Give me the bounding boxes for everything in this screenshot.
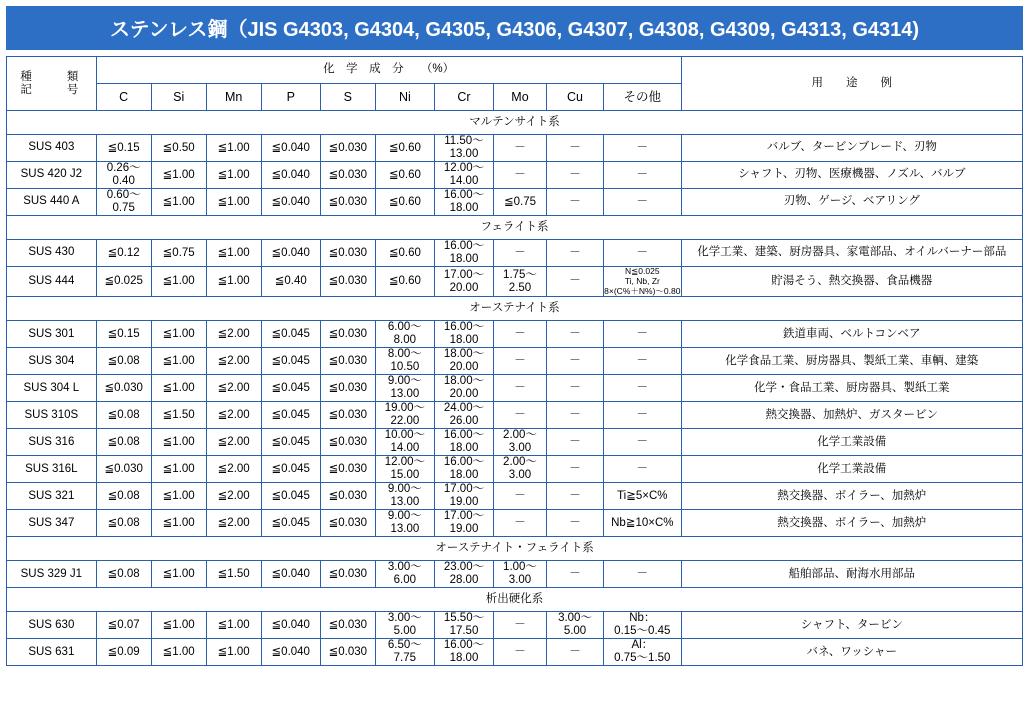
composition-cell: 2.00～ 3.00 [494,456,547,483]
composition-cell: ≦0.60 [375,267,434,297]
use-cell: バルブ、タービンブレード、刃物 [681,135,1022,162]
composition-cell: 0.26～ 0.40 [96,162,151,189]
header-element-mo: Mo [494,84,547,111]
composition-cell: 0.60～ 0.75 [96,189,151,216]
grade-cell: SUS 304 [7,348,97,375]
grade-cell: SUS 316 [7,429,97,456]
grade-cell: SUS 630 [7,612,97,639]
composition-cell: － [494,639,547,666]
composition-cell: ≦0.030 [320,240,375,267]
table-row[interactable] [7,510,1023,537]
composition-cell: － [604,189,682,216]
composition-cell: ≦0.045 [261,456,320,483]
header-element-cu: Cu [546,84,603,111]
grade-cell: SUS 430 [7,240,97,267]
section-title: 析出硬化系 [7,588,1023,612]
grade-cell: SUS 420 J2 [7,162,97,189]
composition-cell: ≦0.08 [96,510,151,537]
section-row [7,111,1023,135]
grade-cell: SUS 310S [7,402,97,429]
section-title: オーステナイト・フェライト系 [7,537,1023,561]
composition-cell: ≦0.15 [96,321,151,348]
composition-cell: Nb： 0.15～0.45 [604,612,682,639]
composition-cell: ≦0.030 [320,510,375,537]
section-row [7,297,1023,321]
composition-cell: － [494,375,547,402]
composition-cell: ≦1.00 [151,267,206,297]
use-cell: バネ、ワッシャー [681,639,1022,666]
composition-cell: － [546,429,603,456]
section-title: オーステナイト系 [7,297,1023,321]
composition-cell: ≦0.08 [96,561,151,588]
composition-cell: － [494,162,547,189]
composition-cell: ≦2.00 [206,429,261,456]
composition-cell: － [546,456,603,483]
composition-cell: － [546,162,603,189]
use-cell: 船舶部品、耐海水用部品 [681,561,1022,588]
composition-cell: 17.00～ 20.00 [434,267,493,297]
table-row[interactable] [7,402,1023,429]
composition-cell: ≦0.040 [261,612,320,639]
composition-cell: Al： 0.75～1.50 [604,639,682,666]
header-use-example: 用 途 例 [681,57,1022,111]
composition-cell: ≦0.030 [320,375,375,402]
composition-cell: － [494,135,547,162]
grade-cell: SUS 631 [7,639,97,666]
composition-cell: ≦0.025 [96,267,151,297]
use-cell: 熱交換器、加熱炉、ガスタービン [681,402,1022,429]
table-row[interactable] [7,612,1023,639]
use-cell: 化学・食品工業、厨房器具、製紙工業 [681,375,1022,402]
section-title: マルテンサイト系 [7,111,1023,135]
table-row[interactable] [7,483,1023,510]
composition-cell: 3.00～ 5.00 [546,612,603,639]
use-cell: 化学工業設備 [681,456,1022,483]
composition-cell: － [546,267,603,297]
header-element-c: C [96,84,151,111]
table-row[interactable] [7,561,1023,588]
table-row[interactable] [7,240,1023,267]
section-row [7,537,1023,561]
header-composition: 化 学 成 分 （%） [96,57,681,84]
header-element-ni: Ni [375,84,434,111]
composition-cell: 1.75～ 2.50 [494,267,547,297]
composition-cell: ≦0.040 [261,189,320,216]
grade-cell: SUS 440 A [7,189,97,216]
composition-cell: ≦1.00 [206,162,261,189]
composition-cell: － [546,189,603,216]
use-cell: 化学工業、建築、厨房器具、家電部品、オイルバーナー部品 [681,240,1022,267]
table-body [7,111,1023,666]
composition-cell: ≦0.045 [261,348,320,375]
use-cell: 貯湯そう、熱交換器、食品機器 [681,267,1022,297]
composition-cell: ≦0.045 [261,402,320,429]
use-cell: 化学工業設備 [681,429,1022,456]
composition-cell: － [604,348,682,375]
composition-cell: － [604,135,682,162]
composition-cell: ≦0.030 [320,135,375,162]
composition-cell: － [604,321,682,348]
composition-cell: 18.00～ 20.00 [434,375,493,402]
grade-cell: SUS 301 [7,321,97,348]
table-row[interactable] [7,429,1023,456]
header-element-si: Si [151,84,206,111]
composition-cell: ≦0.030 [320,429,375,456]
composition-cell: ≦0.60 [375,135,434,162]
composition-cell: ≦1.50 [151,402,206,429]
composition-cell: ≦0.040 [261,240,320,267]
composition-cell: ≦0.08 [96,483,151,510]
composition-cell: 12.00～ 15.00 [375,456,434,483]
composition-cell: Ti≧5×C% [604,483,682,510]
composition-cell: ≦1.50 [206,561,261,588]
use-cell: シャフト、タービン [681,612,1022,639]
header-element-s: S [320,84,375,111]
composition-cell: ≦2.00 [206,456,261,483]
composition-cell: － [546,561,603,588]
composition-cell: ≦1.00 [151,456,206,483]
composition-cell: － [546,483,603,510]
table-row[interactable] [7,321,1023,348]
composition-cell: － [494,402,547,429]
composition-cell: 16.00～ 18.00 [434,429,493,456]
composition-cell: ≦0.030 [320,639,375,666]
grade-cell: SUS 321 [7,483,97,510]
table-header [7,57,1023,111]
header-kind: 種 類 記 号 [7,57,97,111]
use-cell: シャフト、刃物、医療機器、ノズル、バルブ [681,162,1022,189]
composition-cell: ≦0.030 [320,348,375,375]
use-cell: 鉄道車両、ベルトコンベア [681,321,1022,348]
composition-cell: 16.00～ 18.00 [434,240,493,267]
composition-cell: ≦1.00 [151,510,206,537]
composition-cell: ≦0.045 [261,483,320,510]
composition-cell: ≦0.045 [261,321,320,348]
composition-cell: ≦2.00 [206,483,261,510]
composition-cell: 8.00～ 10.50 [375,348,434,375]
composition-cell: － [546,348,603,375]
composition-cell: ≦0.045 [261,375,320,402]
composition-cell: ≦1.00 [151,561,206,588]
composition-cell: － [546,321,603,348]
composition-cell: ≦1.00 [206,240,261,267]
composition-cell: － [604,240,682,267]
composition-cell: － [604,429,682,456]
composition-cell: 6.00～ 8.00 [375,321,434,348]
composition-cell: 16.00～ 18.00 [434,456,493,483]
composition-cell: － [546,375,603,402]
composition-cell: ≦0.040 [261,162,320,189]
composition-cell: ≦0.030 [320,402,375,429]
use-cell: 熱交換器、ボイラー、加熱炉 [681,483,1022,510]
composition-cell: － [494,612,547,639]
header-element-p: P [261,84,320,111]
composition-cell: ≦2.00 [206,321,261,348]
composition-cell: ≦0.15 [96,135,151,162]
composition-cell: ≦0.75 [494,189,547,216]
composition-cell: 11.50～ 13.00 [434,135,493,162]
composition-cell: ≦0.60 [375,189,434,216]
composition-cell: ≦1.00 [151,348,206,375]
composition-cell: 10.00～ 14.00 [375,429,434,456]
composition-cell: 16.00～ 18.00 [434,321,493,348]
use-cell: 熱交換器、ボイラー、加熱炉 [681,510,1022,537]
composition-cell: ≦0.12 [96,240,151,267]
composition-cell: ≦1.00 [151,162,206,189]
composition-cell: － [604,162,682,189]
grade-cell: SUS 329 J1 [7,561,97,588]
composition-cell: ≦0.030 [96,456,151,483]
composition-cell: ≦0.40 [261,267,320,297]
section-row [7,216,1023,240]
steel-composition-table [6,56,1023,666]
header-element-mn: Mn [206,84,261,111]
composition-cell: 1.00～ 3.00 [494,561,547,588]
composition-cell: ≦0.08 [96,402,151,429]
composition-cell: ≦0.030 [320,162,375,189]
composition-cell: ≦2.00 [206,402,261,429]
composition-cell: ≦1.00 [151,189,206,216]
composition-cell: ≦0.030 [320,189,375,216]
section-title: フェライト系 [7,216,1023,240]
composition-cell: 9.00～ 13.00 [375,483,434,510]
composition-cell: 17.00～ 19.00 [434,483,493,510]
composition-cell: ≦0.045 [261,510,320,537]
table-row[interactable] [7,189,1023,216]
composition-cell: ≦0.045 [261,429,320,456]
table-row[interactable] [7,162,1023,189]
composition-cell: － [546,402,603,429]
composition-cell: ≦1.00 [206,612,261,639]
composition-cell: － [604,375,682,402]
use-cell: 刃物、ゲージ、ベアリング [681,189,1022,216]
table-row[interactable] [7,456,1023,483]
composition-cell: ≦0.030 [320,321,375,348]
composition-cell: － [604,402,682,429]
composition-cell: － [494,240,547,267]
composition-cell: 3.00～ 6.00 [375,561,434,588]
composition-cell: ≦1.00 [151,483,206,510]
composition-cell: － [546,135,603,162]
composition-cell: ≦0.75 [151,240,206,267]
composition-cell: ≦1.00 [151,612,206,639]
composition-cell: － [604,561,682,588]
composition-cell: 16.00～ 18.00 [434,639,493,666]
composition-cell: ≦0.030 [320,612,375,639]
section-row [7,588,1023,612]
composition-cell: ≦1.00 [206,267,261,297]
grade-cell: SUS 444 [7,267,97,297]
composition-cell: ≦1.00 [206,135,261,162]
composition-cell: 6.50～ 7.75 [375,639,434,666]
composition-cell: 2.00～ 3.00 [494,429,547,456]
composition-cell: 18.00～ 20.00 [434,348,493,375]
composition-cell: ≦0.60 [375,240,434,267]
composition-cell: ≦2.00 [206,348,261,375]
grade-cell: SUS 316L [7,456,97,483]
composition-cell: ≦0.030 [96,375,151,402]
composition-cell: 9.00～ 13.00 [375,375,434,402]
header-element-cr: Cr [434,84,493,111]
composition-cell: － [546,510,603,537]
grade-cell: SUS 347 [7,510,97,537]
grade-cell: SUS 403 [7,135,97,162]
composition-cell: ≦1.00 [151,321,206,348]
composition-cell: ≦2.00 [206,510,261,537]
composition-cell: 9.00～ 13.00 [375,510,434,537]
composition-cell: 23.00～ 28.00 [434,561,493,588]
header-element-other: その他 [604,84,682,111]
composition-cell: ≦0.040 [261,639,320,666]
composition-cell: Nb≧10×C% [604,510,682,537]
composition-cell: ≦0.040 [261,561,320,588]
composition-cell: ≦0.60 [375,162,434,189]
composition-cell: ≦1.00 [151,429,206,456]
table-row[interactable] [7,639,1023,666]
composition-cell: ≦2.00 [206,375,261,402]
composition-cell: ≦0.50 [151,135,206,162]
table-row[interactable] [7,348,1023,375]
composition-cell: 24.00～ 26.00 [434,402,493,429]
use-cell: 化学食品工業、厨房器具、製紙工業、車輌、建築 [681,348,1022,375]
table-row[interactable] [7,375,1023,402]
composition-cell: N≦0.025 Ti, Nb, Zr 8×(C%＋N%)～0.80 [604,266,681,296]
composition-cell: ≦0.08 [96,429,151,456]
composition-cell: ≦0.040 [261,135,320,162]
composition-cell: ≦0.030 [320,483,375,510]
page-title: ステンレス鋼（JIS G4303, G4304, G4305, G4306, G4307, G4308, G4309, G4313, G4314) [6,6,1023,50]
composition-cell: ≦0.030 [320,561,375,588]
composition-cell: － [494,348,547,375]
composition-cell: 17.00～ 19.00 [434,510,493,537]
composition-cell: ≦0.08 [96,348,151,375]
composition-cell: 3.00～ 5.00 [375,612,434,639]
grade-cell: SUS 304 L [7,375,97,402]
table-row[interactable] [7,135,1023,162]
composition-cell: － [604,456,682,483]
composition-cell: ≦0.030 [320,456,375,483]
composition-cell: ≦1.00 [151,375,206,402]
composition-cell: － [494,321,547,348]
composition-cell: ≦0.09 [96,639,151,666]
composition-cell: － [494,510,547,537]
composition-cell: － [546,639,603,666]
composition-cell: － [546,240,603,267]
composition-cell: 16.00～ 18.00 [434,189,493,216]
composition-cell: ≦1.00 [206,639,261,666]
composition-cell: ≦0.07 [96,612,151,639]
composition-cell: 12.00～ 14.00 [434,162,493,189]
composition-cell: ≦1.00 [151,639,206,666]
composition-cell: － [494,483,547,510]
composition-cell: 15.50～ 17.50 [434,612,493,639]
composition-cell: 19.00～ 22.00 [375,402,434,429]
composition-cell: ≦0.030 [320,267,375,297]
composition-cell: ≦1.00 [206,189,261,216]
table-row[interactable] [7,267,1023,297]
